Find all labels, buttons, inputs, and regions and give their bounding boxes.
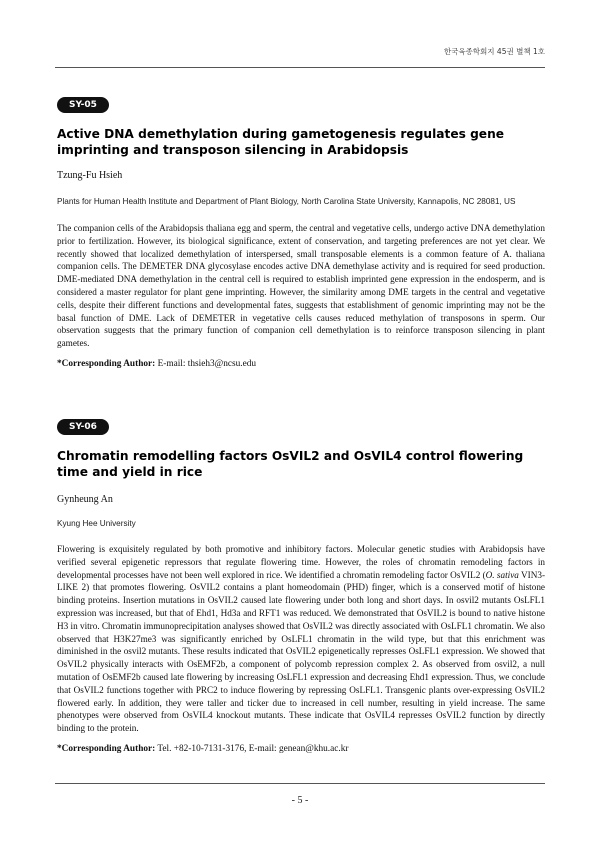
corresponding-label: *Corresponding Author: <box>57 359 156 370</box>
header-rule <box>55 67 545 68</box>
session-badge: SY-06 <box>57 419 109 435</box>
author-name: Gynheung An <box>57 494 113 505</box>
affiliation: Plants for Human Health Institute and Department of Plant Biology, North Carolina State University, Kannapolis, NC 28081, US <box>57 197 516 206</box>
abstract-section-sy05 <box>57 94 545 369</box>
abstract-text-part1: Flowering is exquisitely regulated by both promotive and inhibitory factors. Molecular genetic studies with Arabidopsis have verified several epigenetic repressors that regulate flowering time. However, the roles of chromatin remodeling factors in developmental processes have not been well explored in rice. We identified a chromatin remodeling factor OsVIL2 ( <box>57 544 545 580</box>
page-number: - 5 - <box>291 795 309 806</box>
journal-header: 한국육종학회지 45권 별책 1호 <box>443 47 545 56</box>
abstract-section-sy06 <box>57 416 545 754</box>
paper-title: Active DNA demethylation during gametogenesis regulates gene imprinting and transposon silencing in Arabidopsis <box>57 127 505 157</box>
author-name: Tzung-Fu Hsieh <box>57 170 123 181</box>
paper-title: Chromatin remodelling factors OsVIL2 and OsVIL4 control flowering time and yield in rice <box>57 449 524 479</box>
corresponding-contact: E-mail: thsieh3@ncsu.edu <box>157 359 256 370</box>
footer-rule <box>55 783 545 784</box>
abstract-text: The companion cells of the Arabidopsis thaliana egg and sperm, the central and vegetative cells, undergo active DNA demethylation prior to fertilization. However, its biological significance, extent of conservation, and targeting preferences are not yet clear. We recently showed that localized demethylation of interspersed, small transposable elements is a common feature of A. thaliana companion cells. The DEMETER DNA glycosylase encodes active DNA demethylase activity and is required for seed production. DME-mediated DNA demethylation in the central cell is required to establish imprinted gene expression in the endosperm, and is considered a master regulator for plant gene imprinting. However, the similarity among DME targets in the central and vegetative cells, despite their different functions and developmental fates, suggests that establishment of genomic imprinting may not be the basal function of DME. Lack of DEMETER in vegetative cells causes reduced methylation of transposons in sperm. Our observation suggests that the primary function of companion cell demethylation is to reinforce transposon silencing in plant gametes. <box>57 223 545 349</box>
corresponding-label: *Corresponding Author: <box>57 744 156 755</box>
corresponding-contact: Tel. +82-10-7131-3176, E-mail: genean@khu.ac.kr <box>157 744 349 755</box>
session-badge: SY-05 <box>57 97 109 113</box>
abstract-text-part2: VIN3-LIKE 2) that promotes flowering. OsVIL2 contains a plant homeodomain (PHD) finger, which is a conserved motif of histone binding proteins. Insertion mutations in OsVIL2 caused late flowering under both long and short days. In osvil2 mutants OsLFL1 expression was increased, but that of Ehd1, Hd3a and RFT1 was reduced. We demonstrated that OsVIL2 is bound to native histone H3 in vitro. Chromatin immunoprecipitation analyses showed that OsVIL2 was directly associated with OsLFL1 chromatin. We also observed that H3K27me3 was significantly enriched by OsLFL1 chromatin in the wild type, but that this enrichment was diminished in the osvil2 mutants. These results indicated that OsVIL2 epigenetically represses OsLFL1 expression. We showed that OsVIL2 physically interacts with OsEMF2b, a component of polycomb repression complex 2. As observed from osvil2, a null mutation of OsEMF2b caused late flowering by increasing OsLFL1 expression and decreasing Ehd1 expression. Thus, we conclude that OsVIL2 functions together with PRC2 to induce flowering by repressing OsLFL1. Transgenic plants over-expressing OsVIL2 flowered early. In addition, they were taller and ticker due to increased in cell number, resulting in yield increase. The same phenotypes were observed from OsVIL4 knockout mutants. These indicate that OsVIL4 represses OsVIL2 function by directly binding to the protein. <box>57 569 546 734</box>
corresponding-author <box>57 359 545 369</box>
corresponding-author <box>57 744 545 754</box>
abstract-text <box>57 543 545 735</box>
species-italic: O. sativa <box>485 569 519 580</box>
affiliation: Kyung Hee University <box>57 519 136 528</box>
